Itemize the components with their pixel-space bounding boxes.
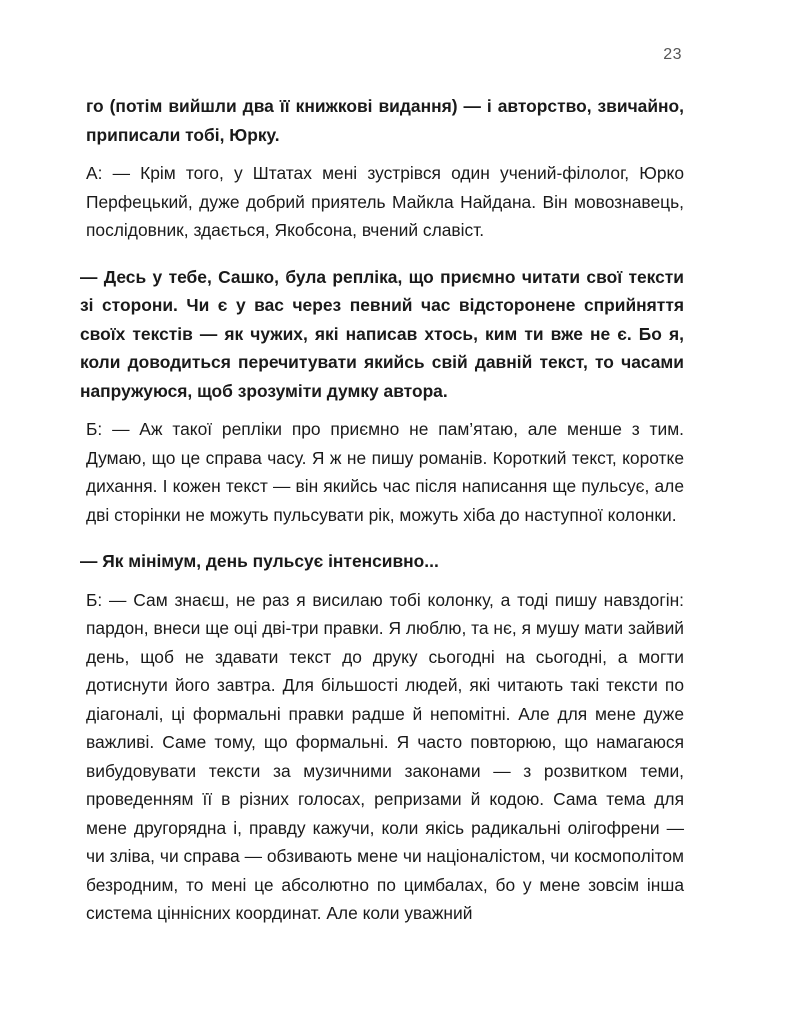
question-paragraph-continued: го (потім вийшли два її книжкові видання) — і авторство, звичайно, приписали тобі, Юрку. [86,96,684,145]
page-number: 23 [663,46,682,63]
answer-paragraph-b-column: Б: — Сам знаєш, не раз я висилаю тобі колонку, а тоді пишу навздогін: пардон, внеси ще оці дві-три правки. Я люблю, та нє, я мушу мати зайвий день, щоб не здавати текст до друку сьогодні на сьогодні, а могти дотиснути його завтра. Для більшості людей, які читають такі тексти по діагоналі, ці формальні правки радше й непомітні. Але для мене дуже важливі. Саме тому, що формальні. Я часто повторюю, що намагаюся вибудовувати тексти за музичними законами — з розвитком теми, проведенням її в різних голосах, репризами й кодою. Сама тема для мене другорядна і, правду кажучи, коли якісь радикальні олігофрени — чи зліва, чи справа — обзивають мене чи націоналістом, чи космополітом безродним, то мені це абсолютно по цимбалах, бо у мене зовсім інша система ціннісних координат. Але коли уважний [86,589,684,923]
answer-paragraph-b-replika: Б: — Аж такої репліки про приємно не пам’ятаю, але менше з тим. Думаю, що це справа часу. Я ж не пишу романів. Короткий текст, коротке дихання. І кожен текст — він якийсь час після написання ще пульсує, але дві сторінки не можуть пульсувати рік, можуть хіба до наступної колонки. [86,419,684,525]
answer-paragraph-a: А: — Крім того, у Штатах мені зустрівся один учений-філолог, Юрко Перфецький, дуже добрий приятель Майкла Найдана. Він мовознавець, послідовник, здається, Якобсона, вчений славіст. [86,163,684,240]
question-paragraph-minimum: — Як мінімум, день пульсує інтенсивно... [80,551,439,571]
interview-text [80,92,684,928]
question-paragraph-replika: — Десь у тебе, Сашко, була репліка, що приємно читати свої тексти зі сторони. Чи є у вас через певний час відсторонене сприйняття своїх текстів — як чужих, які написав хтось, ким ти вже не є. Бо я, коли доводиться перечитувати якийсь свій давній текст, то часами напружуюся, щоб зрозуміти думку автора. [80,266,684,401]
